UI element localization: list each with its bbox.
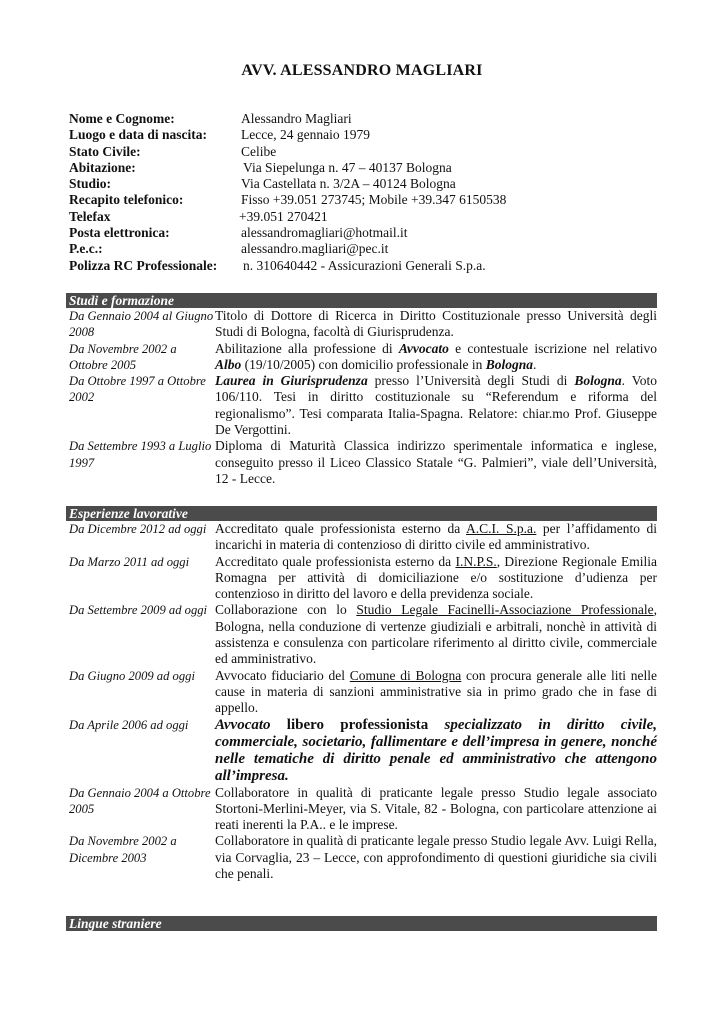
- info-value: Via Castellata n. 3/2A – 40124 Bologna: [241, 176, 456, 192]
- info-row-fax: [69, 209, 506, 225]
- info-row-pec: [69, 241, 506, 257]
- list-item: [69, 521, 657, 554]
- section-header-studi: Studi e formazione: [66, 293, 657, 308]
- inps-link[interactable]: I.N.P.S.: [455, 553, 497, 569]
- aci-link[interactable]: A.C.I. S.p.a.: [466, 521, 537, 536]
- personal-info: [69, 111, 506, 274]
- entry-text: Accreditato quale professionista esterno da A.C.I. S.p.a. per l’affidamento di incarichi in materia di contenzioso di diritto civile ed amministrativo.: [215, 521, 658, 553]
- section-header-esperienze: Esperienze lavorative: [66, 506, 657, 521]
- list-item: [69, 785, 657, 834]
- list-item: [69, 668, 657, 717]
- list-item: [69, 833, 657, 882]
- info-row-insurance: [69, 258, 506, 274]
- entry-text: Diploma di Maturità Classica indirizzo sperimentale informatica e inglese, conseguito presso il Liceo Classico Statale “G. Palmieri”, viale dell’Università, 12 - Lecce.: [215, 438, 657, 486]
- entry-text: Laurea in Giurisprudenza presso l’Università degli Studi di Bologna. Voto 106/110. Tesi in diritto costituzionale su “Referendum e riforma del regionalismo”. Tesi comparata Italia-Spagna. Relatore: chiar.mo Prof. Giuseppe De Vergottini.: [215, 373, 657, 438]
- entry-date: Da Novembre 2002 a Dicembre 2003: [69, 834, 177, 865]
- info-label: Stato Civile:: [69, 143, 141, 159]
- entry-date: Da Giugno 2009 ad oggi: [69, 668, 195, 683]
- info-row-office: [69, 176, 506, 192]
- entry-date: Da Settembre 2009 ad oggi: [69, 603, 208, 618]
- comune-bologna-link[interactable]: Comune di Bologna: [349, 667, 462, 683]
- entry-date: Da Novembre 2002 a Ottobre 2005: [69, 341, 177, 372]
- info-value: Alessandro Magliari: [241, 111, 352, 126]
- entry-text: Accreditato quale professionista esterno da I.N.P.S., Direzione Regionale Emilia Romagna per attività di domiciliazione e/o sostituzione d’udienza per contenzioso in diritto del lavoro e della previdenza sociale.: [215, 553, 657, 602]
- info-label: Nome e Cognome:: [69, 111, 175, 126]
- info-label: Studio:: [69, 176, 112, 192]
- info-label: Telefax: [69, 208, 111, 224]
- entry-date: Da Ottobre 1997 a Ottobre 2002: [69, 374, 206, 405]
- entry-text: Avvocato fiduciario del Comune di Bologna con procura generale alle liti nelle cause in materia di sanzioni amministrative sia in primo grado che in fase di appello.: [215, 667, 658, 716]
- list-item: [69, 373, 657, 438]
- info-row-civil-status: [69, 144, 506, 160]
- info-value: Lecce, 24 gennaio 1979: [241, 127, 370, 143]
- list-item: [69, 341, 657, 374]
- entry-date: Da Gennaio 2004 a Ottobre 2005: [69, 785, 211, 816]
- info-value: Celibe: [241, 143, 277, 159]
- info-value: alessandro.magliari@pec.it: [241, 241, 389, 257]
- entry-text: Collaborazione con lo Studio Legale Facinelli-Associazione Professionale, Bologna, nella conduzione di vertenze giudiziali e arbitrali, nonchè in attività di assistenza e consulenza con particolare riferimento al diritto civile, commerciale ed amministrativo.: [215, 602, 657, 667]
- info-label: Polizza RC Professionale:: [69, 257, 218, 273]
- esperienze-list: [69, 521, 657, 882]
- section-header-lingue: Lingue straniere: [66, 916, 657, 931]
- info-row-email: [69, 225, 506, 241]
- info-row-phone: [69, 192, 506, 208]
- info-row-residence: [69, 160, 506, 176]
- info-label: Posta elettronica:: [69, 225, 170, 241]
- entry-text: Collaboratore in qualità di praticante legale presso Studio legale Avv. Luigi Rella, via Corvaglia, 23 – Lecce, con approfondimento di questioni giuridiche sia civili che penali.: [215, 833, 657, 882]
- entry-date: Da Aprile 2006 ad oggi: [69, 717, 189, 732]
- entry-text: Avvocato libero professionista specializzato in diritto civile, commerciale, societario, fallimentare e dell’impresa in genere, nonché nelle tematiche di diritto penale ed amministrativo che attengono all’impresa.: [215, 716, 657, 784]
- info-value: +39.051 270421: [239, 208, 328, 224]
- list-item: [69, 717, 657, 785]
- info-label: Abitazione:: [69, 159, 136, 175]
- list-item: [69, 554, 657, 603]
- list-item: [69, 602, 657, 667]
- entry-date: Da Dicembre 2012 ad oggi: [69, 522, 207, 536]
- studio-legale-link[interactable]: Studio Legale Facinelli-Associazione Professionale: [356, 602, 654, 618]
- info-value: alessandromagliari@hotmail.it: [241, 225, 408, 241]
- info-row-name: [69, 111, 506, 127]
- info-label: P.e.c.:: [69, 241, 103, 257]
- entry-date: Da Settembre 1993 a Luglio 1997: [69, 439, 212, 470]
- entry-text: Collaboratore in qualità di praticante legale presso Studio legale associato Stortoni-Merlini-Meyer, via S. Vitale, 82 - Bologna, con particolare attenzione ai reati inerenti la P.A.. e le imprese.: [215, 784, 657, 833]
- entry-text: Abilitazione alla professione di Avvocato e contestuale iscrizione nel relativo Albo (19/10/2005) con domicilio professionale in Bologna.: [215, 340, 657, 372]
- info-label: Luogo e data di nascita:: [69, 127, 208, 143]
- document-title: AVV. ALESSANDRO MAGLIARI: [241, 62, 483, 79]
- list-item: [69, 308, 657, 341]
- info-label: Recapito telefonico:: [69, 192, 184, 208]
- entry-text: Titolo di Dottore di Ricerca in Diritto Costituzionale presso Università degli Studi di Bologna, facoltà di Giurisprudenza.: [215, 308, 657, 340]
- entry-date: Da Marzo 2011 ad oggi: [69, 554, 190, 569]
- info-row-birth: [69, 127, 506, 143]
- info-value: Fisso +39.051 273745; Mobile +39.347 6150538: [241, 192, 507, 208]
- list-item: [69, 438, 657, 487]
- entry-date: Da Gennaio 2004 al Giugno 2008: [69, 309, 214, 340]
- info-value: n. 310640442 - Assicurazioni Generali S.p.a.: [243, 257, 486, 273]
- info-value: Via Siepelunga n. 47 – 40137 Bologna: [243, 159, 452, 175]
- studi-list: [69, 308, 657, 487]
